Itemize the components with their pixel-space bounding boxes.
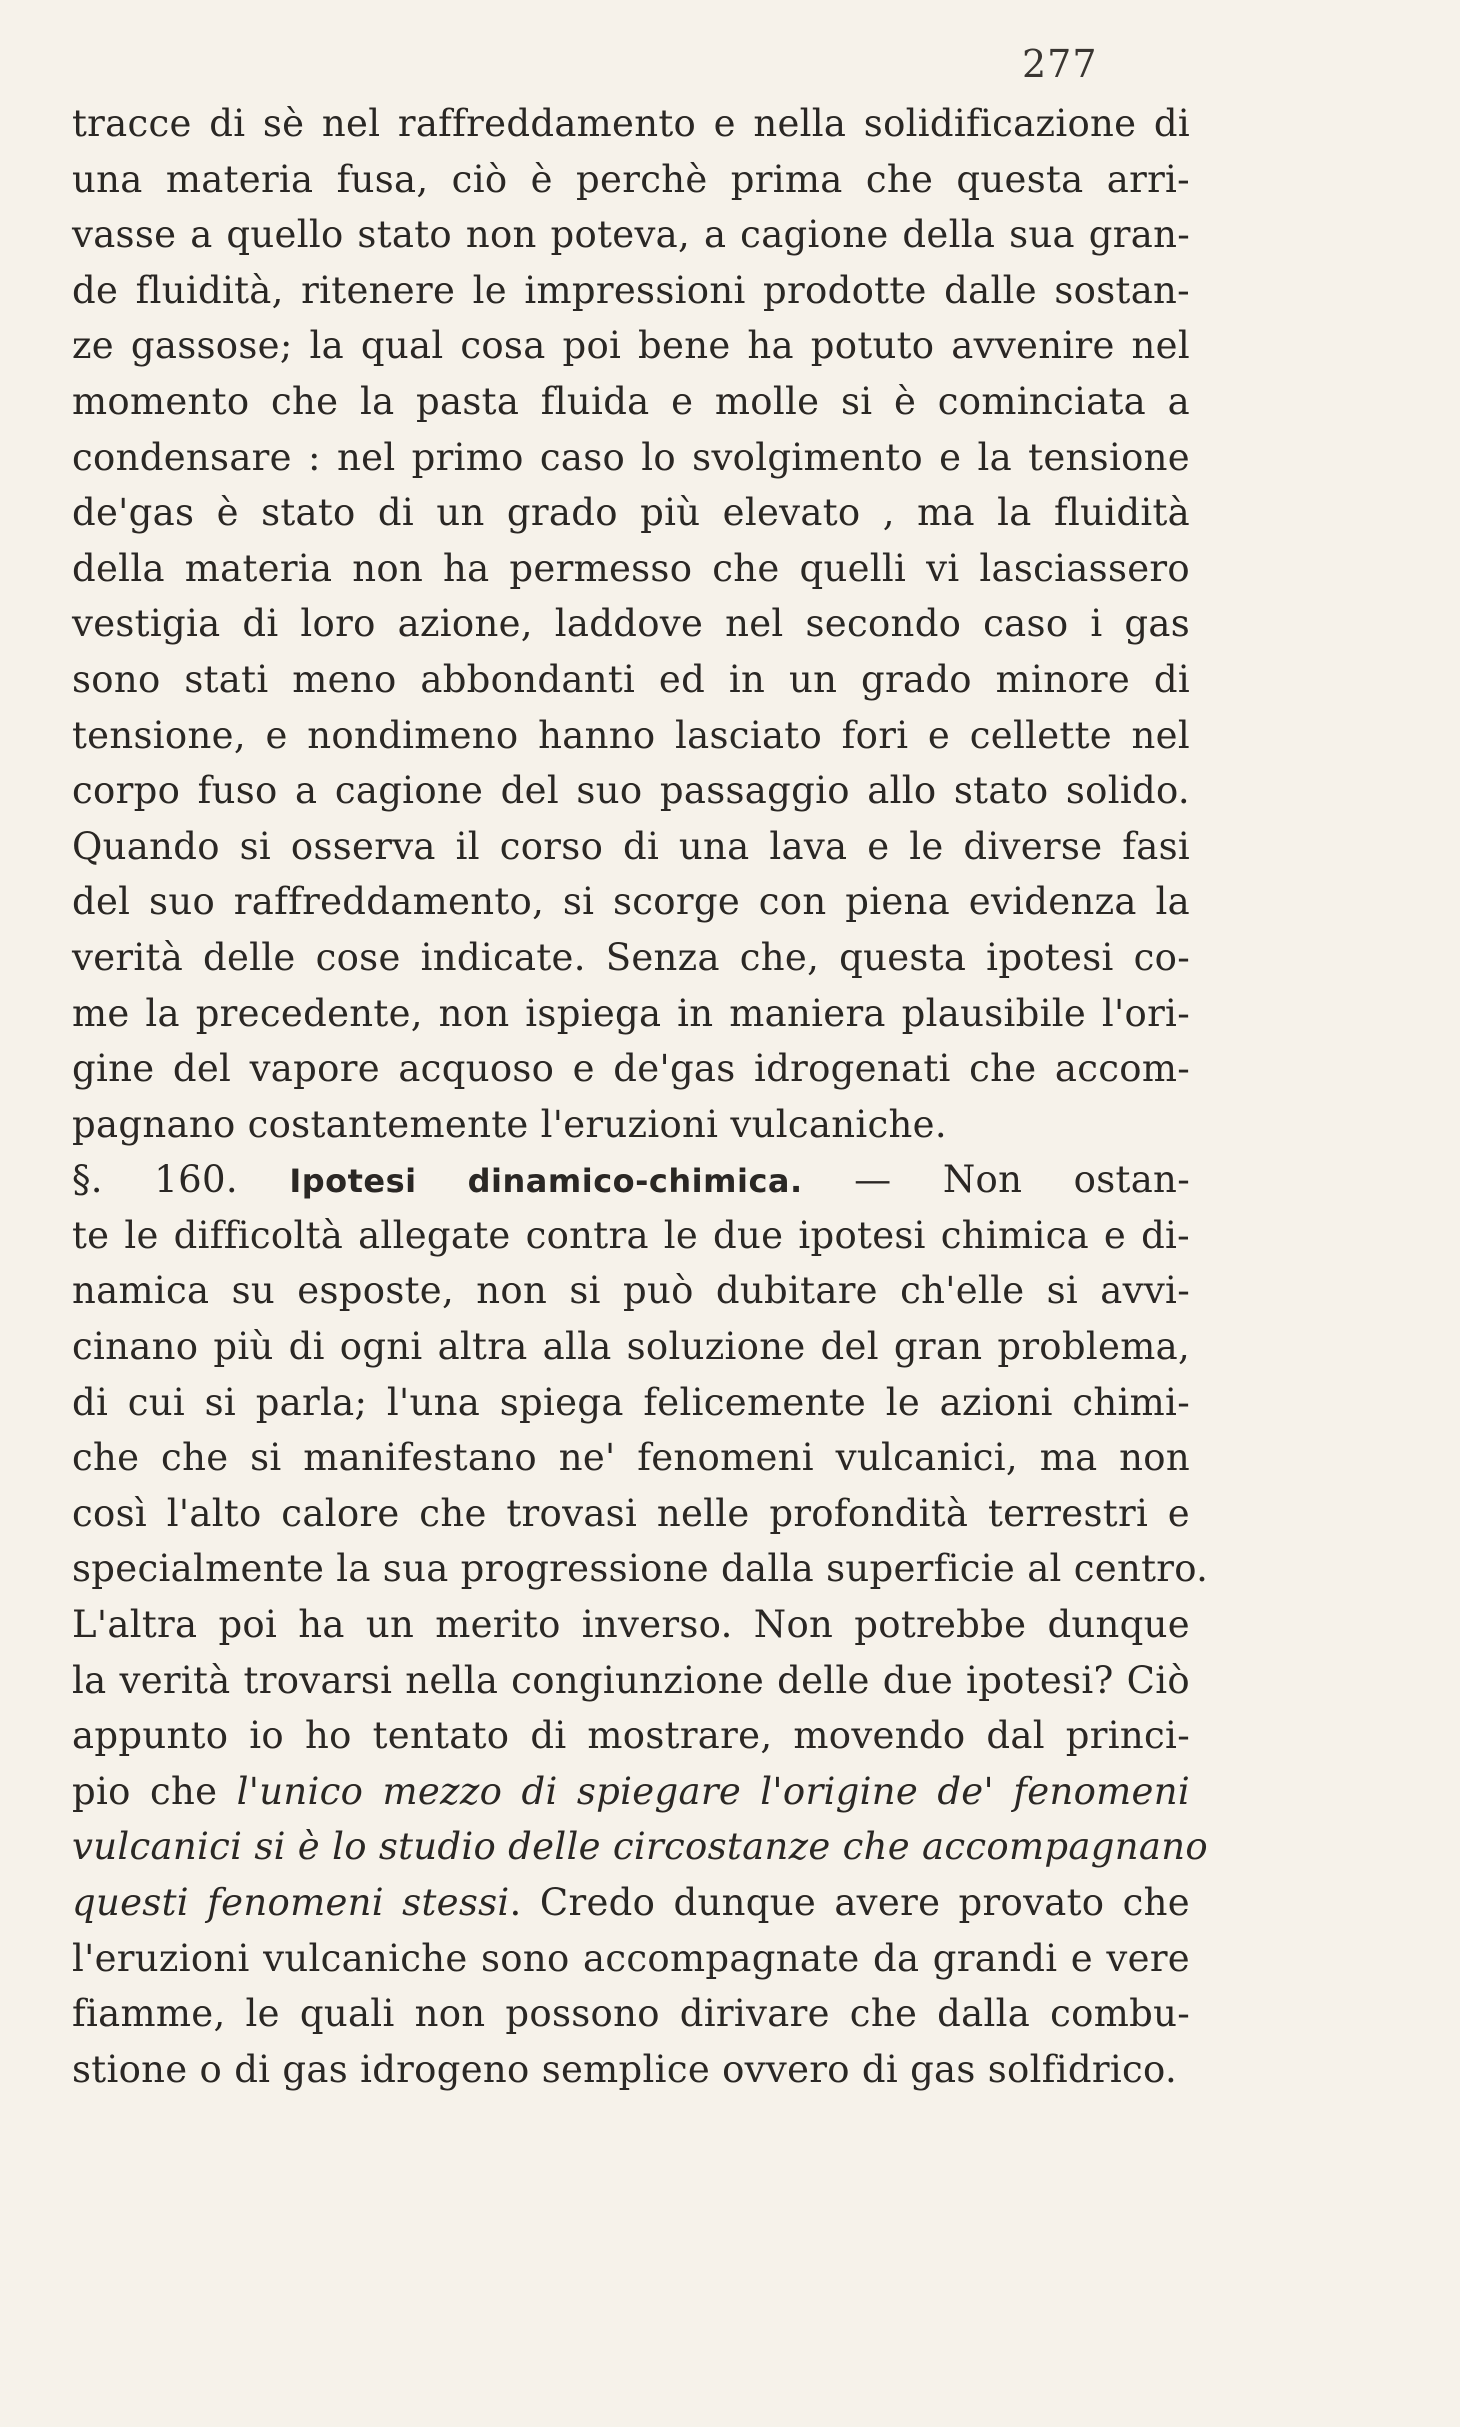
- text-line: [72, 819, 1190, 875]
- text-line: [72, 874, 1190, 930]
- text-line: [72, 1208, 1190, 1264]
- text-line: [72, 430, 1190, 486]
- text-span: della materia non ha permesso che quelli vi lasciassero: [72, 546, 1190, 590]
- text-span: di cui si parla; l'una spiega felicemente le azioni chimi-: [72, 1380, 1190, 1424]
- text-span: de'gas è stato di un grado più elevato , ma la fluidità: [72, 491, 1190, 535]
- text-line: [72, 652, 1190, 708]
- text-line: [72, 930, 1190, 986]
- text-line: [72, 1764, 1190, 1820]
- text-span: vasse a quello stato non poteva, a cagione della sua gran-: [72, 213, 1190, 257]
- text-span: ze gassose; la qual cosa poi bene ha potuto avvenire nel: [72, 324, 1190, 368]
- text-span: stione o di gas idrogeno semplice ovvero di gas solfidrico.: [72, 2047, 1178, 2091]
- text-line: [72, 1486, 1190, 1542]
- text-span: L'altra poi ha un merito inverso. Non potrebbe dunque: [72, 1603, 1190, 1647]
- text-line: [72, 263, 1190, 319]
- text-span: momento che la pasta fluida e molle si è cominciata a: [72, 379, 1190, 423]
- text-line: [72, 2042, 1190, 2098]
- text-span: condensare : nel primo caso lo svolgimento e la tensione: [72, 435, 1190, 479]
- text-line: [72, 1097, 1190, 1153]
- text-span: tracce di sè nel raffreddamento e nella solidificazione di: [72, 102, 1190, 145]
- text-line: [72, 1653, 1190, 1709]
- text-span: te le difficoltà allegate contra le due ipotesi chimica e di-: [72, 1213, 1190, 1257]
- text-span: vestigia di loro azione, laddove nel secondo caso i gas: [72, 602, 1190, 646]
- text-span: sono stati meno abbondanti ed in un grado minore di: [72, 657, 1190, 701]
- text-span: corpo fuso a cagione del suo passaggio allo stato solido.: [72, 769, 1190, 813]
- text-span: così l'alto calore che trovasi nelle profondità terrestri e: [72, 1491, 1190, 1535]
- text-line: [72, 596, 1190, 652]
- text-line: [72, 485, 1190, 541]
- text-line: [72, 1708, 1190, 1764]
- text-span: namica su esposte, non si può dubitare ch'elle si avvi-: [72, 1269, 1190, 1313]
- text-line: [72, 1430, 1190, 1486]
- italic-text: vulcanici si è lo studio delle circostanze che accompagnano: [72, 1825, 1208, 1869]
- text-span: de fluidità, ritenere le impressioni prodotte dalle sostan-: [72, 268, 1190, 312]
- text-line: [72, 1986, 1190, 2042]
- text-span: cinano più di ogni altra alla soluzione del gran problema,: [72, 1325, 1190, 1369]
- text-line: [72, 1152, 1190, 1208]
- body-text: [72, 96, 1209, 2097]
- section-heading: Ipotesi dinamico-chimica.: [289, 1162, 803, 1201]
- text-span: la verità trovarsi nella congiunzione delle due ipotesi? Ciò: [72, 1658, 1190, 1702]
- text-line: [72, 1375, 1190, 1431]
- text-line: [72, 763, 1190, 819]
- text-line: [72, 541, 1190, 597]
- page-number: 277: [1022, 42, 1098, 86]
- text-line: [72, 1597, 1190, 1653]
- text-span: — Non ostan-: [802, 1158, 1190, 1202]
- text-line: [72, 318, 1190, 374]
- italic-text: questi fenomeni stessi: [72, 1881, 510, 1924]
- text-span: Quando si osserva il corso di una lava e le diverse fasi: [72, 824, 1190, 868]
- text-span: pio che: [72, 1769, 237, 1813]
- text-span: verità delle cose indicate. Senza che, questa ipotesi co-: [72, 935, 1190, 979]
- text-line: [72, 96, 1190, 152]
- text-line: [72, 1541, 1209, 1597]
- text-span: pagnano costantemente l'eruzioni vulcaniche.: [72, 1102, 947, 1146]
- text-line: [72, 1819, 1208, 1875]
- text-line: [72, 1319, 1190, 1375]
- text-span: che che si manifestano ne' fenomeni vulcanici, ma non: [72, 1436, 1190, 1480]
- text-line: [72, 1875, 1190, 1931]
- text-line: [72, 1263, 1190, 1319]
- text-line: [72, 374, 1190, 430]
- text-span: l'eruzioni vulcaniche sono accompagnate da grandi e vere: [72, 1936, 1190, 1980]
- text-span: . Credo dunque avere provato che: [509, 1881, 1190, 1924]
- text-span: me la precedente, non ispiega in maniera plausibile l'ori-: [72, 991, 1190, 1035]
- text-span: una materia fusa, ciò è perchè prima che questa arri-: [72, 157, 1190, 201]
- text-span: del suo raffreddamento, si scorge con piena evidenza la: [72, 880, 1190, 924]
- text-span: gine del vapore acquoso e de'gas idrogenati che accom-: [72, 1047, 1190, 1091]
- text-line: [72, 1041, 1190, 1097]
- text-line: [72, 708, 1190, 764]
- text-span: fiamme, le quali non possono dirivare che dalla combu-: [72, 1992, 1190, 2036]
- text-span: appunto io ho tentato di mostrare, movendo dal princi-: [72, 1714, 1190, 1758]
- italic-text: l'unico mezzo di spiegare l'origine de' fenomeni: [236, 1769, 1190, 1813]
- text-line: [72, 986, 1190, 1042]
- text-line: [72, 207, 1190, 263]
- text-line: [72, 1931, 1190, 1987]
- text-span: tensione, e nondimeno hanno lasciato fori e cellette nel: [72, 713, 1190, 757]
- text-span: specialmente la sua progressione dalla superficie al centro.: [72, 1547, 1209, 1591]
- text-line: [72, 152, 1190, 208]
- text-span: §. 160.: [72, 1158, 290, 1202]
